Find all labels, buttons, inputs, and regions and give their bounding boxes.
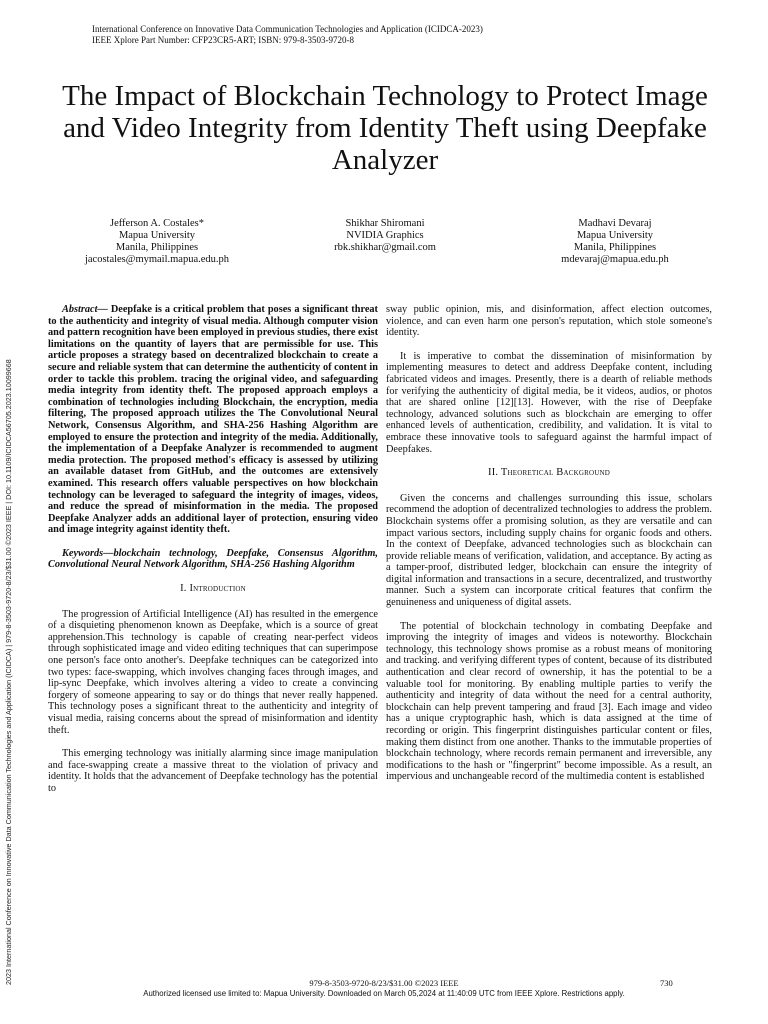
intro-paragraph-continued: sway public opinion, mis, and disinformation, affect election outcomes, violence, and can even harm one person's reputation, which stole someone's identity. (386, 304, 712, 339)
theory-paragraph-2: The potential of blockchain technology in combating Deepfake and improving the integrity of images and videos is noteworthy. Blockchain technology, this technology shows promise as a robust means of monitoring and tracking. and verifying different types of content, because of its distributed authentication and clear record of ownership, it has the potential to be a valuable tool for monitoring. By enabling multiple parties to verify the authenticity and integrity of data without the need for a central authority, blockchain can help prevent tampering and fraud [3]. Each image and video has a unique cryptographic hash, which is data assigned at the time of recording or origin. This fingerprint distinguishes particular content or files, making them distinct from one another. Thanks to the immutable properties of blockchain technology, where records remain permanent and irreversible, any modifications to the hash or "fingerprint" become impossible. As a result, an impervious and unchangeable record of the multimedia content is established (386, 620, 712, 783)
page-number: 730 (660, 978, 673, 988)
right-column (386, 304, 712, 795)
conference-name: International Conference on Innovative Data Communication Technologies and Application (ICIDCA-2023) (92, 24, 483, 34)
author-email: mdevaraj@mapua.edu.ph (561, 254, 669, 265)
intro-paragraph-3: It is imperative to combat the dissemination of misinformation by implementing measures to detect and address Deepfake content, including fabricated videos and images. Presently, there is a dearth of reliable methods for verifying the authenticity of digital media, be it videos, audios, or photos that are shared online [12][13]. However, with the rise of Deepfake technology, advanced solutions such as blockchain are emerging to offer enhanced levels of authentication, credibility, and validation. It is vital to embrace these innovative tools to safeguard against the harmful impact of Deepfakes. (386, 350, 712, 455)
author-email: rbk.shikhar@gmail.com (334, 242, 436, 253)
paper-title: The Impact of Blockchain Technology to Protect Image and Video Integrity from Identity Theft using Deepfake Analyzer (62, 80, 708, 176)
author-affiliation: NVIDIA Graphics (346, 230, 424, 241)
ieee-part-number: IEEE Xplore Part Number: CFP23CR5-ART; ISBN: 979-8-3503-9720-8 (92, 35, 354, 45)
author-name: Shikhar Shiromani (345, 218, 425, 229)
theory-paragraph-1: Given the concerns and challenges surrounding this issue, scholars recommend the adoption of decentralized technologies to address the problem. Blockchain systems offer a promising solution, as they are versatile and can impact various sectors, including supply chains for organic foods and others. In the context of Deepfake, advanced technologies such as blockchain can provide reliable means of verification, validation, and acceptance. By acting as a tamper-proof, distributed ledger, blockchain can ensure the integrity of digital information and transactions in a secure, decentralized, and trustworthy manner. Such a system can incorporate critical features that confirm the genuineness and uniqueness of digital assets. (386, 492, 712, 609)
abstract-text: Deepfake is a critical problem that poses a significant threat to the authenticity and integrity of visual media. Although computer vision and pattern recognition have been employed in previous studies, there exist limitations on the quantity of layers that are permissible for use. This article proposes a strategy based on decentralized blockchain to create a secure and reliable system that can determine the authenticity of content in order to tackle this problem. tracing the original video, and safeguarding media integrity from identity theft. The proposed approach employs a combination of technologies including Blockchain, the encryption, media filtering, The proposed approach utilizes the The Convolutional Neural Network, Consensus Algorithm, and SHA-256 Hashing Algorithm are employed to ensure the protection and integrity of the media. Additionally, the implementation of a Deepfake Analyzer is recommended to augment media protection. The proposed method's efficacy is assessed by utilizing an available dataset from GitHub, and the outcomes are extensively examined. This research offers valuable perspectives on how blockchain technology can be leveraged to safeguard the integrity of images, videos, and reduce the spread of misinformation in the media. The proposed Deepfake Analyzer adds an additional layer of protection, ensuring video and image integrity against identity theft. (48, 304, 378, 536)
section-heading-introduction: I. Introduction (180, 583, 246, 595)
author-affiliation: Mapua University (576, 230, 654, 241)
author-email: jacostales@mymail.mapua.edu.ph (84, 254, 230, 265)
author-location: Manila, Philippines (573, 242, 657, 253)
left-column (48, 304, 378, 807)
author-name: Madhavi Devaraj (578, 218, 652, 229)
author-affiliation: Mapua University (118, 230, 196, 241)
keywords: Keywords—blockchain technology, Deepfake, Consensus Algorithm, Convolutional Neural Network Algorithm, SHA-256 Hashing Algorithm (48, 547, 378, 571)
intro-paragraph-1: The progression of Artificial Intelligence (AI) has resulted in the emergence of a disquieting phenomenon known as Deepfake, which is a source of great apprehension.This technology is capable of creating near-perfect videos through sophisticated image and video editing techniques that can superimpose one person's face onto another's. Deepfake techniques can be categorized into two types: face-swapping, which involves changing faces through images, and lip-sync Deepfake, which involves altering a video to create a convincing forgery of someone appearing to say or do things that never really happened. This technology poses a significant threat to the authenticity and integrity of visual media, raising concerns about the spread of misinformation and identity theft. (48, 608, 378, 736)
author-name: Jefferson A. Costales* (109, 218, 204, 229)
doi-side-strip: 2023 International Conference on Innovative Data Communication Technologies and Application (ICIDCA) | 979-8-3503-9720-8/23/$31.00 ©2023 IEEE | DOI: 10.1109/ICIDCA56705.2023.10099668 (4, 359, 13, 985)
section-heading-theoretical-background: II. Theoretical Background (488, 467, 610, 479)
intro-paragraph-2: This emerging technology was initially alarming since image manipulation and face-swapping create a massive threat to the violation of privacy and identity. It holds that the advancement of Deepfake technology has the potential to (48, 748, 378, 794)
author-1 (62, 218, 252, 266)
author-3 (520, 218, 710, 266)
abstract-label: Abstract— (62, 304, 108, 315)
authorized-use-notice: Authorized licensed use limited to: Mapua University. Downloaded on March 05,2024 at 11:40:09 UTC from IEEE Xplore. Restrictions apply. (143, 989, 625, 998)
author-2 (290, 218, 480, 254)
abstract (48, 304, 378, 536)
conference-header (92, 24, 692, 46)
author-location: Manila, Philippines (115, 242, 199, 253)
copyright-line: 979-8-3503-9720-8/23/$31.00 ©2023 IEEE (309, 978, 459, 988)
